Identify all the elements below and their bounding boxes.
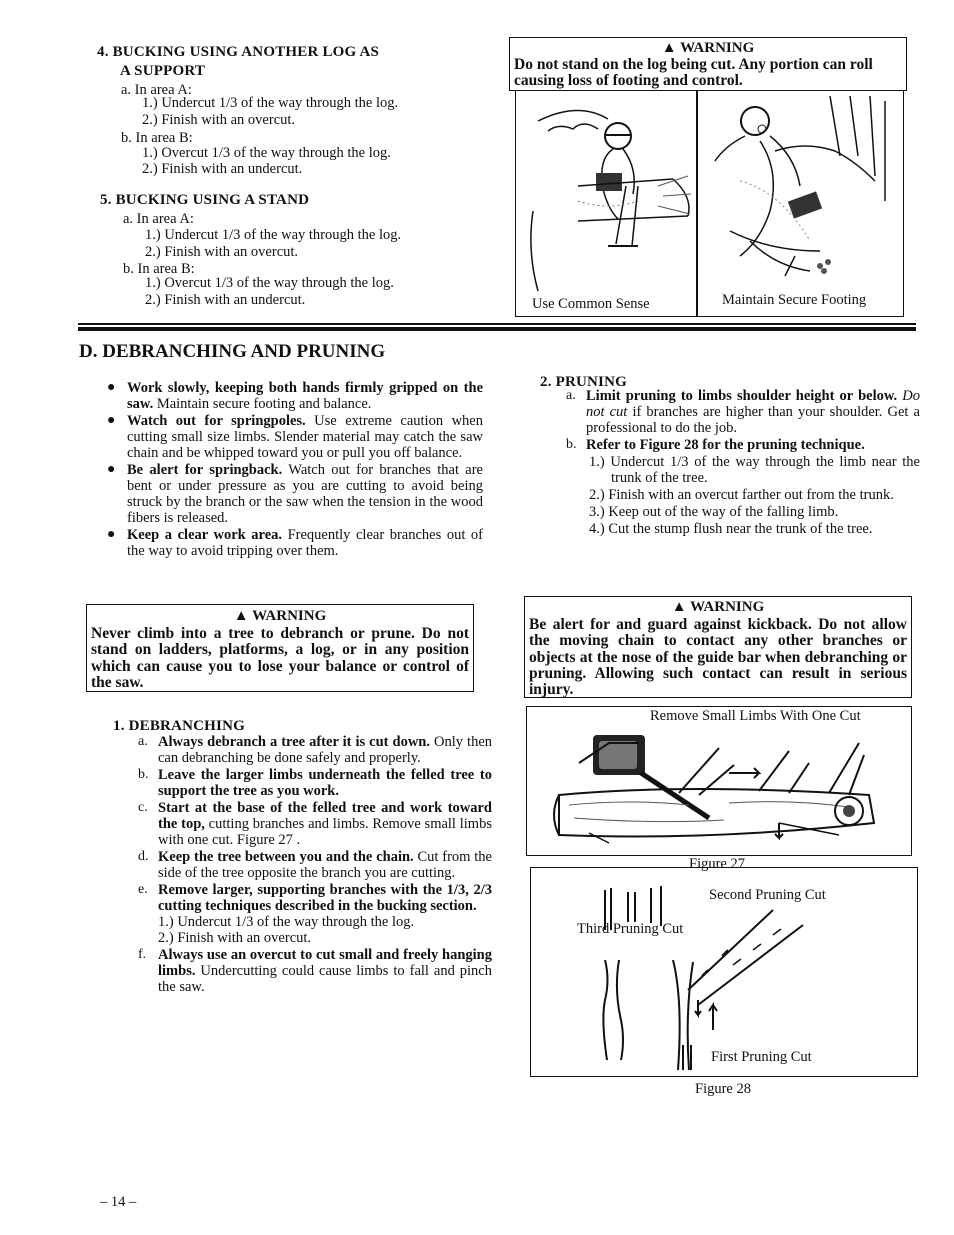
bucking-5-a2: 2.) Finish with an overcut. bbox=[145, 244, 299, 260]
warning-triangle-icon: ▲ bbox=[671, 599, 687, 615]
pruning-title: 2. PRUNING bbox=[540, 374, 627, 390]
warning-triangle-icon: ▲ bbox=[661, 40, 677, 56]
bucking-4-title-1: 4. BUCKING USING ANOTHER LOG AS bbox=[97, 44, 380, 60]
debranching-list bbox=[138, 734, 493, 996]
debranch-e2: 2.) Finish with an overcut. bbox=[158, 930, 312, 946]
bucking-5-a: a. In area A: bbox=[123, 211, 194, 227]
figure-27-label: Remove Small Limbs With One Cut bbox=[650, 708, 861, 724]
pruning-step-1: 1.) Undercut 1/3 of the way through the limb near the trunk of the tree. bbox=[589, 454, 920, 486]
warning-kickback-body: Be alert for and guard against kickback. Do not allow the moving chain to contact any other branches or objects at the nose of the guide bar when debranching or pruning. Allowing such contact can result in serious injury. bbox=[529, 616, 907, 699]
bullet-list bbox=[107, 380, 484, 560]
figure-28-frame bbox=[530, 867, 918, 1077]
debranch-item-a: a. Always debranch a tree after it is cut down. Only then can debranching be done safely and properly. bbox=[138, 734, 493, 766]
debranch-item-e: e. Remove larger, supporting branches with the 1/3, 2/3 cutting techniques described in the bucking section. 1.) Undercut 1/3 of the way through the log. 2.) Finish with an overcut. bbox=[138, 882, 492, 946]
bullet-work-slowly: ● Work slowly, keeping both hands firmly gripped on the saw. Maintain secure footing and balance. bbox=[107, 380, 483, 412]
pruning-step-4: 4.) Cut the stump flush near the trunk of the tree. bbox=[589, 521, 873, 537]
illustration-divider bbox=[696, 91, 698, 317]
bucking-4-a2: 2.) Finish with an overcut. bbox=[142, 112, 296, 128]
bucking-4-b2: 2.) Finish with an undercut. bbox=[142, 161, 303, 177]
bucking-4-title-2: A SUPPORT bbox=[120, 63, 206, 79]
section-rule-thick bbox=[78, 327, 916, 331]
bucking-4-b: b. In area B: bbox=[121, 130, 193, 146]
warning-climb-body: Never climb into a tree to debranch or prune. Do not stand on ladders, platforms, a log, or in any position which can cause you to lose your balance or control of the saw. bbox=[91, 625, 469, 691]
page-number: – 14 – bbox=[100, 1194, 137, 1210]
debranching-title: 1. DEBRANCHING bbox=[113, 718, 245, 734]
bullet-springpoles: ● Watch out for springpoles. Use extreme caution when cutting small size limbs. Slender material may catch the saw chain and be whipped toward you or pull you off balance. bbox=[107, 413, 483, 461]
debranch-item-f: f. Always use an overcut to cut small and freely hanging limbs. Undercutting could cause limbs to fall and pinch the saw. bbox=[138, 947, 492, 995]
bucking-5-title: 5. BUCKING USING A STAND bbox=[100, 192, 310, 208]
warning-climb-box bbox=[86, 604, 474, 692]
caption-common-sense: Use Common Sense bbox=[532, 296, 650, 312]
illustration-frame bbox=[515, 91, 904, 317]
warning-kickback-box bbox=[524, 596, 912, 698]
pruning-item-b: b. Refer to Figure 28 for the pruning technique. bbox=[566, 437, 865, 453]
second-pruning-cut-label: Second Pruning Cut bbox=[709, 887, 826, 903]
warning-climb-head: ▲ WARNING bbox=[233, 608, 327, 624]
figure-27-caption: Figure 27 bbox=[689, 856, 745, 872]
pruning-steps bbox=[586, 454, 920, 537]
debranch-item-c: c. Start at the base of the felled tree and work toward the top, cutting branches and limbs. Remove small limbs with one cut. Figure 27 . bbox=[138, 800, 492, 848]
pruning-step-2: 2.) Finish with an overcut farther out from the trunk. bbox=[589, 487, 894, 503]
caption-secure-footing: Maintain Secure Footing bbox=[722, 292, 867, 308]
limb-removal-illustration bbox=[529, 723, 909, 853]
bucking-4-a1: 1.) Undercut 1/3 of the way through the log. bbox=[142, 95, 399, 111]
debranch-item-d: d. Keep the tree between you and the chain. Cut from the side of the tree opposite the branch you are cutting. bbox=[138, 849, 492, 881]
bucking-5-b1: 1.) Overcut 1/3 of the way through the log. bbox=[145, 275, 394, 291]
pruning-item-a: a. Limit pruning to limbs shoulder height or below. Do not cut if branches are higher than your shoulder. Get a professional to do the job. bbox=[566, 388, 920, 436]
bucking-4-a: a. In area A: bbox=[121, 82, 192, 98]
section-title: D. DEBRANCHING AND PRUNING bbox=[79, 341, 386, 362]
pruning-list bbox=[566, 388, 920, 538]
debranch-item-b: b. Leave the larger limbs underneath the felled tree to support the tree as you work. bbox=[138, 767, 492, 799]
bucking-5-b: b. In area B: bbox=[123, 261, 195, 277]
secure-footing-illustration bbox=[700, 91, 900, 291]
debranch-e1: 1.) Undercut 1/3 of the way through the log. bbox=[158, 914, 415, 930]
bucking-4-b1: 1.) Overcut 1/3 of the way through the log. bbox=[142, 145, 391, 161]
section-rule-thin bbox=[78, 323, 916, 325]
warning-log-box bbox=[509, 37, 907, 91]
bucking-5-a1: 1.) Undercut 1/3 of the way through the log. bbox=[145, 227, 402, 243]
common-sense-illustration bbox=[518, 91, 696, 291]
warning-kickback-head: ▲ WARNING bbox=[671, 599, 765, 615]
bullet-clear-area: ● Keep a clear work area. Frequently clear branches out of the way to avoid tripping over them. bbox=[107, 527, 484, 559]
bucking-5-b2: 2.) Finish with an undercut. bbox=[145, 292, 306, 308]
third-pruning-cut-label: Third Pruning Cut bbox=[577, 921, 684, 937]
warning-log-head: ▲ WARNING bbox=[661, 40, 755, 56]
bullet-springback: ● Be alert for springback. Watch out for branches that are bent or under pressure as you are cutting to avoid being struck by the branch or the saw when the tension in the wood fibers is released. bbox=[107, 462, 483, 526]
figure-28-caption: Figure 28 bbox=[695, 1081, 751, 1097]
warning-log-body: Do not stand on the log being cut. Any portion can roll causing loss of footing and control. bbox=[514, 56, 873, 89]
pruning-step-3: 3.) Keep out of the way of the falling limb. bbox=[589, 504, 839, 520]
bucking-section bbox=[0, 0, 500, 320]
first-pruning-cut-label: First Pruning Cut bbox=[711, 1049, 812, 1065]
warning-triangle-icon: ▲ bbox=[233, 608, 249, 624]
figure-27-frame bbox=[526, 706, 912, 856]
